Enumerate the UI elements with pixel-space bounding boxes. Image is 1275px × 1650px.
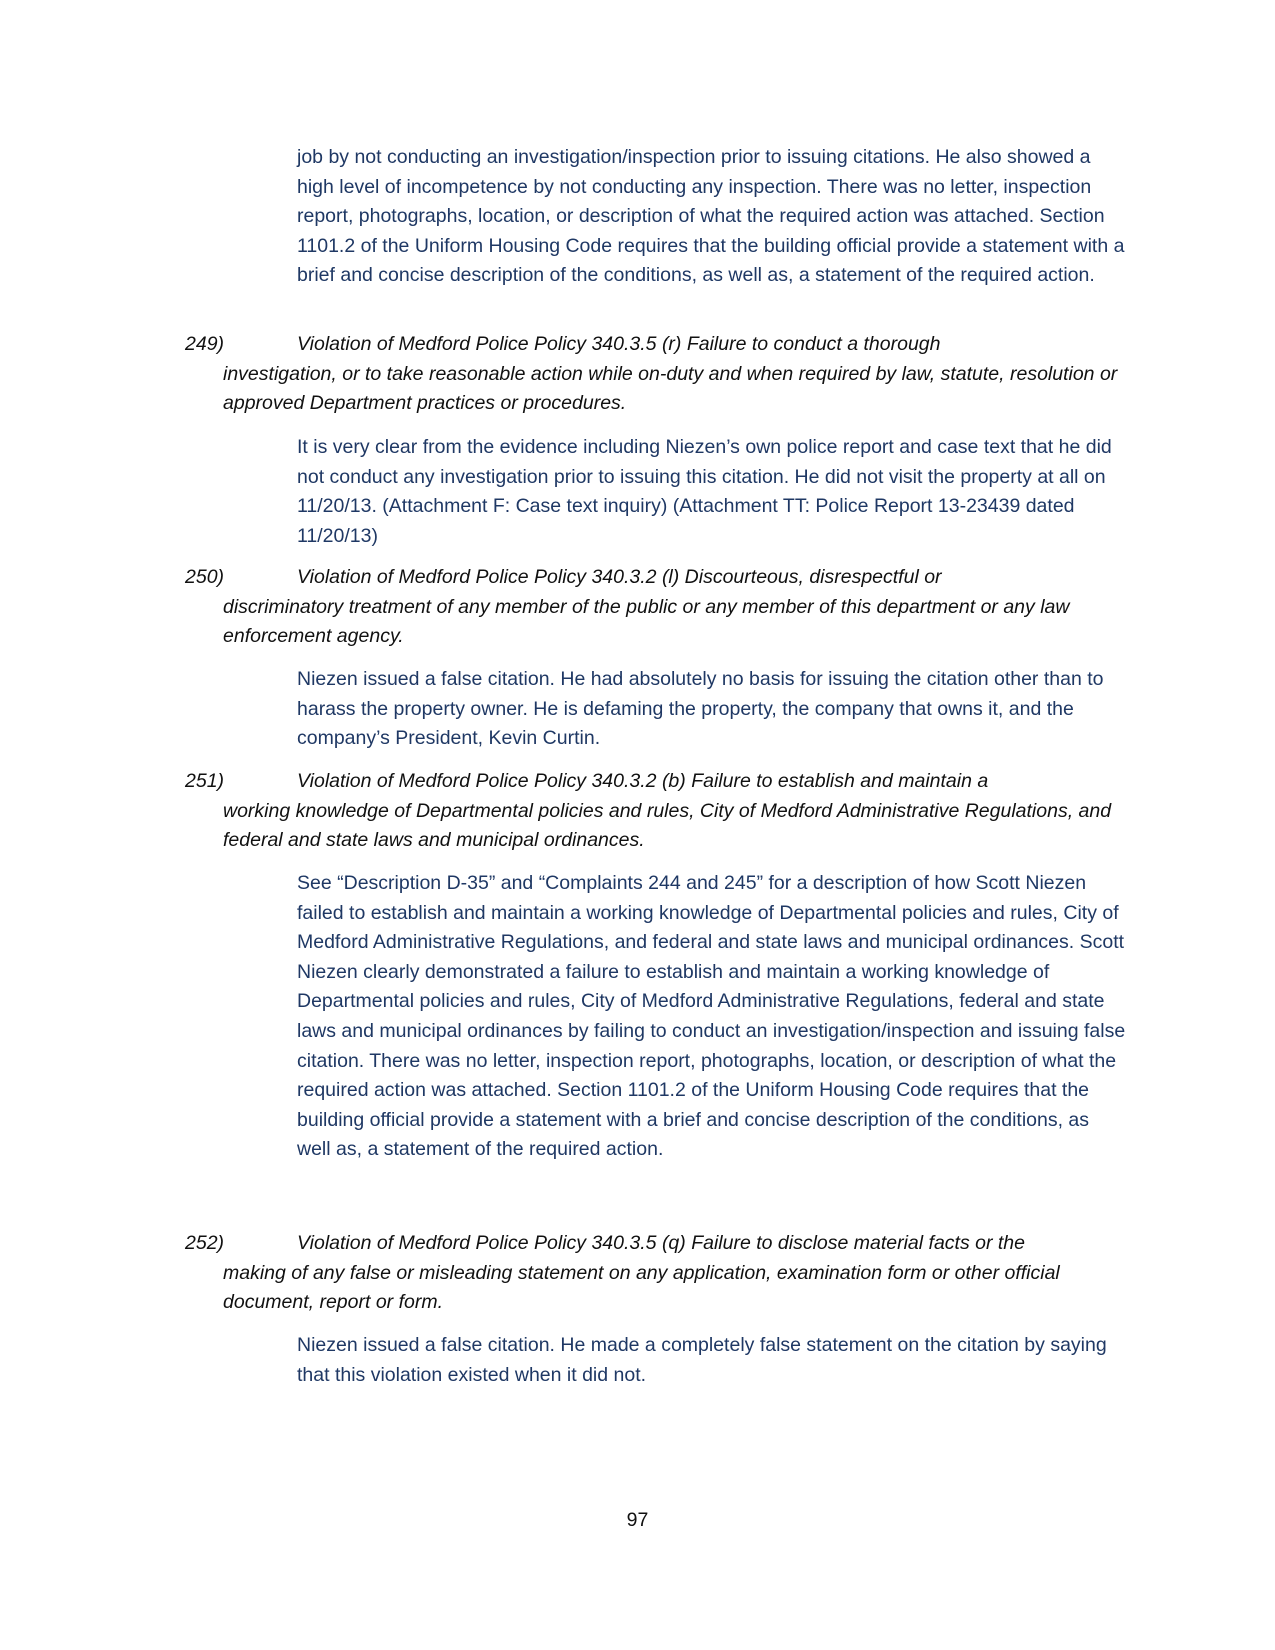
violation-249-title: Violation of Medford Police Policy 340.3.5 (r) Failure to conduct a thorough xyxy=(297,333,941,355)
violation-251-heading xyxy=(185,767,1123,856)
violation-251-title: Violation of Medford Police Policy 340.3.2 (b) Failure to establish and maintain a xyxy=(297,770,989,792)
violation-252-title: Violation of Medford Police Policy 340.3.5 (q) Failure to disclose material facts or the xyxy=(297,1232,1025,1254)
violation-251-number: 251) xyxy=(185,770,225,792)
violation-252-number: 252) xyxy=(185,1232,225,1254)
violation-250-number: 250) xyxy=(185,566,225,588)
violation-252-heading xyxy=(185,1229,1123,1318)
paragraph-249: It is very clear from the evidence including Niezen’s own police report and case text that he did not conduct any investigation prior to issuing this citation. He did not visit the property at all on 11/20/13. (Attachment F: Case text inquiry) (Attachment TT: Police Report 13-23439 dated 11/20/13) xyxy=(297,436,1112,547)
violation-249-number: 249) xyxy=(185,333,225,355)
paragraph-continuation: job by not conducting an investigation/inspection prior to issuing citations. He also showed a high level of incompetence by not conducting any inspection. There was no letter, inspection report, photographs, location, or description of what the required action was attached. Section 1101.2 of the Uniform Housing Code requires that the building official provide a statement with a brief and concise description of the conditions, as well as, a statement of the required action. xyxy=(297,146,1125,287)
paragraph-250: Niezen issued a false citation. He had absolutely no basis for issuing the citation other than to harass the property owner. He is defaming the property, the company that owns it, and the company’s President, Kevin Curtin. xyxy=(297,668,1104,750)
paragraph-251: See “Description D-35” and “Complaints 244 and 245” for a description of how Scott Niezen failed to establish and maintain a working knowledge of Departmental policies and rules, City of Medford Administrative Regulations, and federal and state laws and municipal ordinances. Scott Niezen clearly demonstrated a failure to establish and maintain a working knowledge of Departmental policies and rules, City of Medford Administrative Regulations, federal and state laws and municipal ordinances by failing to conduct an investigation/inspection and issuing false citation. There was no letter, inspection report, photographs, location, or description of what the required action was attached. Section 1101.2 of the Uniform Housing Code requires that the building official provide a statement with a brief and concise description of the conditions, as well as, a statement of the required action. xyxy=(297,872,1126,1161)
violation-250-description: discriminatory treatment of any member of the public or any member of this department or any law enforcement agency. xyxy=(223,595,1070,648)
violation-249-heading xyxy=(185,330,1123,419)
paragraph-252: Niezen issued a false citation. He made a completely false statement on the citation by saying that this violation existed when it did not. xyxy=(297,1334,1107,1386)
violation-250-title: Violation of Medford Police Policy 340.3.2 (l) Discourteous, disrespectful or xyxy=(297,566,942,588)
violation-252-description: making of any false or misleading statement on any application, examination form or other official document, report or form. xyxy=(223,1261,1060,1314)
violation-249-description: investigation, or to take reasonable action while on-duty and when required by law, statute, resolution or approved Department practices or procedures. xyxy=(223,362,1118,415)
page-number: 97 xyxy=(626,1509,649,1531)
violation-250-heading xyxy=(185,563,1123,652)
violation-251-description: working knowledge of Departmental policies and rules, City of Medford Administrative Regulations, and federal and state laws and municipal ordinances. xyxy=(223,799,1112,852)
